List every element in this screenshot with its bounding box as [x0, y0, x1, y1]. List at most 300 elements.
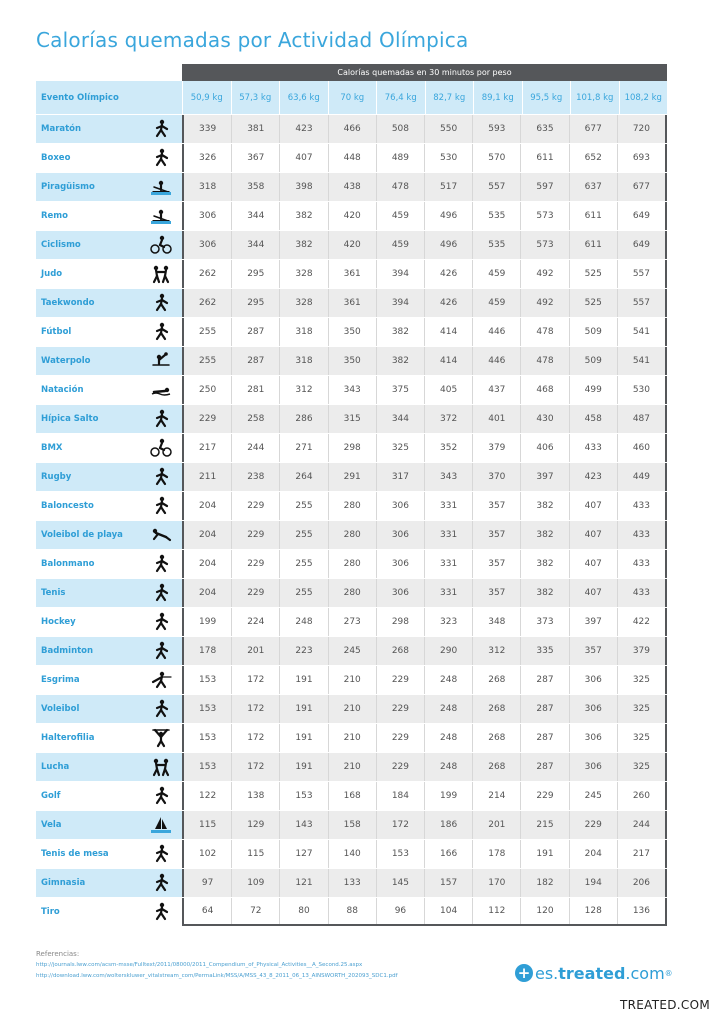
calorie-value: 72: [231, 898, 279, 924]
event-name: Balonmano: [41, 559, 95, 569]
calorie-value: 489: [376, 144, 424, 172]
calorie-value: 407: [569, 550, 617, 578]
calorie-value: 398: [279, 173, 327, 201]
table-row: [36, 231, 667, 259]
calorie-value: 379: [617, 637, 665, 665]
calorie-value: 367: [231, 144, 279, 172]
brand-logo: [515, 962, 673, 984]
weight-column-header: 82,7 kg: [425, 81, 474, 114]
calorie-value: 382: [376, 347, 424, 375]
cycling-icon: [148, 234, 174, 256]
calorie-value: 508: [376, 115, 424, 143]
brand-prefix: es.: [535, 963, 559, 983]
calorie-value: 372: [424, 405, 472, 433]
calorie-value: 129: [231, 811, 279, 839]
calorie-value: 172: [231, 666, 279, 694]
calorie-value: 255: [279, 579, 327, 607]
calorie-value: 379: [472, 434, 520, 462]
calorie-value: 611: [569, 202, 617, 230]
calorie-value: 96: [376, 898, 424, 924]
calorie-value: 382: [520, 492, 568, 520]
calorie-value: 414: [424, 347, 472, 375]
event-cell: [36, 550, 182, 578]
event-name: Taekwondo: [41, 298, 95, 308]
event-name: Maratón: [41, 124, 82, 134]
weight-column-header: 89,1 kg: [473, 81, 522, 114]
calorie-value: 448: [328, 144, 376, 172]
calorie-value: 287: [520, 695, 568, 723]
calorie-value: 112: [472, 898, 520, 924]
calorie-value: 178: [472, 840, 520, 868]
weight-column-header: 70 kg: [328, 81, 377, 114]
table-body: [36, 115, 667, 927]
calorie-value: 264: [279, 463, 327, 491]
group-header: Calorías quemadas en 30 minutos por peso: [182, 64, 667, 81]
calorie-value: 597: [520, 173, 568, 201]
calorie-value: 433: [617, 579, 665, 607]
event-name: Halterofilia: [41, 733, 95, 743]
calorie-value: 331: [424, 492, 472, 520]
event-name: Vela: [41, 820, 62, 830]
calorie-value: 127: [279, 840, 327, 868]
weight-column-header: 95,5 kg: [522, 81, 571, 114]
calorie-value: 325: [617, 724, 665, 752]
table-row: [36, 202, 667, 230]
calorie-value: 382: [279, 202, 327, 230]
page-title: Calorías quemadas por Actividad Olímpica: [36, 28, 469, 52]
calorie-value: 210: [328, 695, 376, 723]
calorie-value: 191: [279, 753, 327, 781]
table-row: [36, 260, 667, 288]
brand-mark: ®: [664, 968, 673, 978]
calorie-value: 541: [617, 347, 665, 375]
calorie-value: 677: [617, 173, 665, 201]
table-row: [36, 173, 667, 201]
calorie-value: 468: [520, 376, 568, 404]
calorie-value: 287: [231, 347, 279, 375]
calorie-value: 260: [617, 782, 665, 810]
calorie-value: 178: [199, 646, 217, 656]
calorie-value: 166: [424, 840, 472, 868]
calorie-value: 350: [328, 347, 376, 375]
calorie-value: 593: [472, 115, 520, 143]
event-cell: [36, 521, 182, 549]
calorie-value: 535: [472, 202, 520, 230]
calorie-value: 295: [231, 260, 279, 288]
event-name: Tenis de mesa: [41, 849, 109, 859]
calorie-value: 271: [279, 434, 327, 462]
calorie-value: 466: [328, 115, 376, 143]
calorie-value: 204: [199, 588, 217, 598]
table-row: [36, 869, 667, 897]
calorie-value: 433: [617, 521, 665, 549]
calorie-value: 375: [376, 376, 424, 404]
calorie-value: 102: [199, 849, 217, 859]
event-name: Tenis: [41, 588, 66, 598]
calorie-value: 306: [199, 240, 217, 250]
table-row: [36, 376, 667, 404]
calorie-value: 287: [520, 724, 568, 752]
running-icon: [148, 118, 174, 140]
calorie-value: 244: [617, 811, 665, 839]
calorie-value: 248: [424, 753, 472, 781]
calorie-value: 157: [424, 869, 472, 897]
event-name: Lucha: [41, 762, 70, 772]
calorie-value: 229: [520, 782, 568, 810]
calorie-value: 143: [279, 811, 327, 839]
calorie-value: 121: [279, 869, 327, 897]
calorie-value: 573: [520, 231, 568, 259]
calorie-value: 229: [376, 695, 424, 723]
calorie-value: 312: [472, 637, 520, 665]
calorie-value: 426: [424, 289, 472, 317]
event-cell: [36, 724, 182, 752]
calorie-value: 348: [472, 608, 520, 636]
calorie-value: 255: [279, 492, 327, 520]
calorie-value: 426: [424, 260, 472, 288]
calorie-value: 449: [617, 463, 665, 491]
calorie-value: 248: [424, 695, 472, 723]
calorie-value: 186: [424, 811, 472, 839]
table-row: [36, 753, 667, 781]
calorie-value: 115: [231, 840, 279, 868]
table-tennis-icon: [148, 843, 174, 865]
calorie-value: 248: [424, 666, 472, 694]
weight-column-header: 101,8 kg: [570, 81, 619, 114]
calorie-value: 397: [569, 608, 617, 636]
calorie-value: 318: [279, 318, 327, 346]
calorie-value: 214: [472, 782, 520, 810]
event-cell: [36, 753, 182, 781]
event-cell: [36, 405, 182, 433]
calorie-value: 255: [279, 550, 327, 578]
calorie-value: 423: [569, 463, 617, 491]
calorie-value: 433: [617, 492, 665, 520]
weight-column-header: 63,6 kg: [279, 81, 328, 114]
volleyball-icon: [148, 698, 174, 720]
calorie-value: 224: [231, 608, 279, 636]
calorie-value: 255: [279, 521, 327, 549]
calorie-value: 343: [424, 463, 472, 491]
calorie-value: 318: [279, 347, 327, 375]
calorie-value: 306: [569, 666, 617, 694]
calorie-value: 280: [328, 521, 376, 549]
calorie-value: 295: [231, 289, 279, 317]
calorie-value: 201: [231, 637, 279, 665]
calorie-value: 262: [199, 298, 217, 308]
event-cell: [36, 608, 182, 636]
calorie-value: 478: [520, 318, 568, 346]
table-row: [36, 579, 667, 607]
calorie-value: 382: [520, 550, 568, 578]
calorie-value: 720: [617, 115, 665, 143]
calorie-value: 405: [424, 376, 472, 404]
calorie-value: 509: [569, 347, 617, 375]
tennis-icon: [148, 582, 174, 604]
event-name: Tiro: [41, 907, 60, 917]
calorie-value: 204: [199, 501, 217, 511]
hockey-icon: [148, 611, 174, 633]
event-cell: [36, 231, 182, 259]
event-cell: [36, 463, 182, 491]
table-row: [36, 637, 667, 665]
calorie-value: 325: [617, 695, 665, 723]
table-row: [36, 695, 667, 723]
calorie-value: 229: [231, 550, 279, 578]
weight-column-header: 76,4 kg: [376, 81, 425, 114]
calorie-value: 229: [569, 811, 617, 839]
calorie-value: 509: [569, 318, 617, 346]
calorie-value: 343: [328, 376, 376, 404]
calorie-value: 557: [617, 289, 665, 317]
calorie-value: 318: [199, 182, 217, 192]
event-cell: [36, 202, 182, 230]
calorie-value: 573: [520, 202, 568, 230]
calorie-value: 344: [231, 231, 279, 259]
gymnastics-icon: [148, 872, 174, 894]
swimming-icon: [148, 379, 174, 401]
calorie-value: 478: [376, 173, 424, 201]
calorie-value: 420: [328, 231, 376, 259]
table-row: [36, 463, 667, 491]
calorie-value: 541: [617, 318, 665, 346]
event-name: Golf: [41, 791, 61, 801]
calorie-value: 153: [279, 782, 327, 810]
reference-link-2[interactable]: http://download.lww.com/wolterskluwer_vitalstream_com/PermaLink/MSS/A/MSS_43_8_2011_06_13_AINSWORTH_202093_SDC1.pdf: [36, 973, 398, 979]
badminton-icon: [148, 640, 174, 662]
calorie-value: 268: [376, 637, 424, 665]
references: [36, 949, 398, 982]
sailing-icon: [148, 814, 174, 836]
calorie-value: 306: [199, 211, 217, 221]
calorie-value: 215: [520, 811, 568, 839]
calorie-value: 172: [376, 811, 424, 839]
calorie-value: 478: [520, 347, 568, 375]
calorie-value: 394: [376, 260, 424, 288]
event-column-header: Evento Olímpico: [41, 92, 119, 103]
calorie-value: 199: [199, 617, 217, 627]
calorie-value: 328: [279, 260, 327, 288]
calorie-value: 258: [231, 405, 279, 433]
event-cell: [36, 434, 182, 462]
calorie-value: 280: [328, 492, 376, 520]
references-label: Referencias:: [36, 950, 80, 958]
shooting-icon: [148, 901, 174, 923]
event-cell: [36, 869, 182, 897]
calorie-value: 335: [520, 637, 568, 665]
calorie-value: 407: [569, 579, 617, 607]
event-name: Ciclismo: [41, 240, 81, 250]
event-name: Rugby: [41, 472, 72, 482]
calorie-value: 306: [569, 753, 617, 781]
calorie-value: 344: [376, 405, 424, 433]
reference-link-1[interactable]: http://journals.lww.com/acsm-msse/Fulltext/2011/08000/2011_Compendium_of_Physical_Activities__A_Second.25.aspx: [36, 962, 363, 968]
event-cell: [36, 898, 182, 926]
wrestling-icon: [148, 756, 174, 778]
table-row: [36, 608, 667, 636]
calorie-value: 570: [472, 144, 520, 172]
event-name: Boxeo: [41, 153, 71, 163]
calorie-value: 191: [279, 724, 327, 752]
rowing-icon: [148, 205, 174, 227]
calorie-value: 140: [328, 840, 376, 868]
calorie-value: 255: [199, 356, 217, 366]
event-cell: [36, 695, 182, 723]
calorie-value: 223: [279, 637, 327, 665]
calorie-value: 128: [569, 898, 617, 924]
calorie-value: 357: [569, 637, 617, 665]
calorie-value: 438: [328, 173, 376, 201]
calorie-value: 115: [199, 820, 217, 830]
calorie-value: 446: [472, 318, 520, 346]
calorie-value: 459: [472, 260, 520, 288]
calorie-value: 273: [328, 608, 376, 636]
calorie-value: 298: [376, 608, 424, 636]
calorie-value: 652: [569, 144, 617, 172]
calorie-value: 122: [199, 791, 217, 801]
calorie-value: 499: [569, 376, 617, 404]
calorie-value: 229: [231, 492, 279, 520]
calorie-value: 649: [617, 231, 665, 259]
calorie-value: 245: [328, 637, 376, 665]
equestrian-icon: [148, 408, 174, 430]
calorie-value: 361: [328, 289, 376, 317]
calorie-value: 306: [376, 492, 424, 520]
table-row: [36, 347, 667, 375]
calorie-value: 557: [472, 173, 520, 201]
calorie-value: 414: [424, 318, 472, 346]
calorie-value: 145: [376, 869, 424, 897]
calorie-value: 459: [472, 289, 520, 317]
calorie-value: 357: [472, 579, 520, 607]
calorie-value: 248: [279, 608, 327, 636]
calorie-value: 268: [472, 695, 520, 723]
calorie-value: 350: [328, 318, 376, 346]
calorie-value: 191: [520, 840, 568, 868]
table-row: [36, 405, 667, 433]
calorie-value: 172: [231, 753, 279, 781]
calorie-value: 280: [328, 579, 376, 607]
calorie-value: 557: [617, 260, 665, 288]
calorie-value: 201: [472, 811, 520, 839]
calorie-value: 397: [520, 463, 568, 491]
calorie-value: 262: [199, 269, 217, 279]
watermark: TREATED.COM: [620, 998, 710, 1012]
calorie-value: 459: [376, 202, 424, 230]
calorie-value: 407: [279, 144, 327, 172]
event-name: Piragüismo: [41, 182, 95, 192]
calorie-value: 120: [520, 898, 568, 924]
calorie-value: 358: [231, 173, 279, 201]
event-cell: [36, 811, 182, 839]
calorie-value: 611: [520, 144, 568, 172]
calorie-value: 492: [520, 260, 568, 288]
calorie-value: 287: [231, 318, 279, 346]
calorie-value: 496: [424, 202, 472, 230]
calorie-value: 268: [472, 666, 520, 694]
judo-icon: [148, 263, 174, 285]
golf-icon: [148, 785, 174, 807]
calorie-value: 446: [472, 347, 520, 375]
calorie-value: 677: [569, 115, 617, 143]
calorie-value: 153: [199, 733, 217, 743]
calorie-value: 430: [520, 405, 568, 433]
calorie-value: 460: [617, 434, 665, 462]
basketball-icon: [148, 495, 174, 517]
calorie-value: 530: [617, 376, 665, 404]
calorie-value: 325: [617, 753, 665, 781]
event-cell: [36, 579, 182, 607]
calorie-value: 153: [199, 704, 217, 714]
calorie-value: 382: [376, 318, 424, 346]
beach-volleyball-icon: [148, 524, 174, 546]
table-row: [36, 318, 667, 346]
calorie-value: 325: [376, 434, 424, 462]
calorie-value: 229: [231, 521, 279, 549]
football-icon: [148, 321, 174, 343]
calorie-value: 458: [569, 405, 617, 433]
calorie-value: 64: [201, 906, 214, 916]
waterpolo-icon: [148, 350, 174, 372]
calorie-value: 204: [569, 840, 617, 868]
event-cell: [36, 173, 182, 201]
calorie-value: 170: [472, 869, 520, 897]
calorie-value: 525: [569, 260, 617, 288]
event-name: Voleibol de playa: [41, 530, 123, 540]
calorie-value: 530: [424, 144, 472, 172]
calorie-value: 326: [199, 153, 217, 163]
event-cell: [36, 289, 182, 317]
table-row: [36, 550, 667, 578]
calorie-value: 525: [569, 289, 617, 317]
brand-suffix: .com: [625, 963, 665, 983]
calorie-value: 229: [376, 666, 424, 694]
calorie-value: 255: [199, 327, 217, 337]
calorie-value: 153: [199, 762, 217, 772]
calorie-value: 496: [424, 231, 472, 259]
rugby-icon: [148, 466, 174, 488]
event-name: Waterpolo: [41, 356, 91, 366]
calorie-value: 281: [231, 376, 279, 404]
calorie-value: 168: [328, 782, 376, 810]
event-cell: [36, 376, 182, 404]
calorie-value: 210: [328, 666, 376, 694]
table-row: [36, 144, 667, 172]
weight-column-header: 57,3 kg: [231, 81, 280, 114]
event-name: Judo: [41, 269, 63, 279]
calorie-value: 88: [328, 898, 376, 924]
calorie-value: 250: [199, 385, 217, 395]
calorie-value: 535: [472, 231, 520, 259]
calorie-value: 298: [328, 434, 376, 462]
table-row: [36, 666, 667, 694]
calorie-value: 306: [376, 550, 424, 578]
table-row: [36, 782, 667, 810]
calorie-value: 184: [376, 782, 424, 810]
calorie-value: 357: [472, 521, 520, 549]
event-name: Natación: [41, 385, 84, 395]
calorie-value: 153: [376, 840, 424, 868]
calorie-value: 331: [424, 521, 472, 549]
calorie-value: 238: [231, 463, 279, 491]
calorie-value: 394: [376, 289, 424, 317]
table-row: [36, 840, 667, 868]
calorie-value: 290: [424, 637, 472, 665]
calorie-value: 210: [328, 753, 376, 781]
event-name: Gimnasia: [41, 878, 86, 888]
taekwondo-icon: [148, 292, 174, 314]
calorie-value: 153: [199, 675, 217, 685]
